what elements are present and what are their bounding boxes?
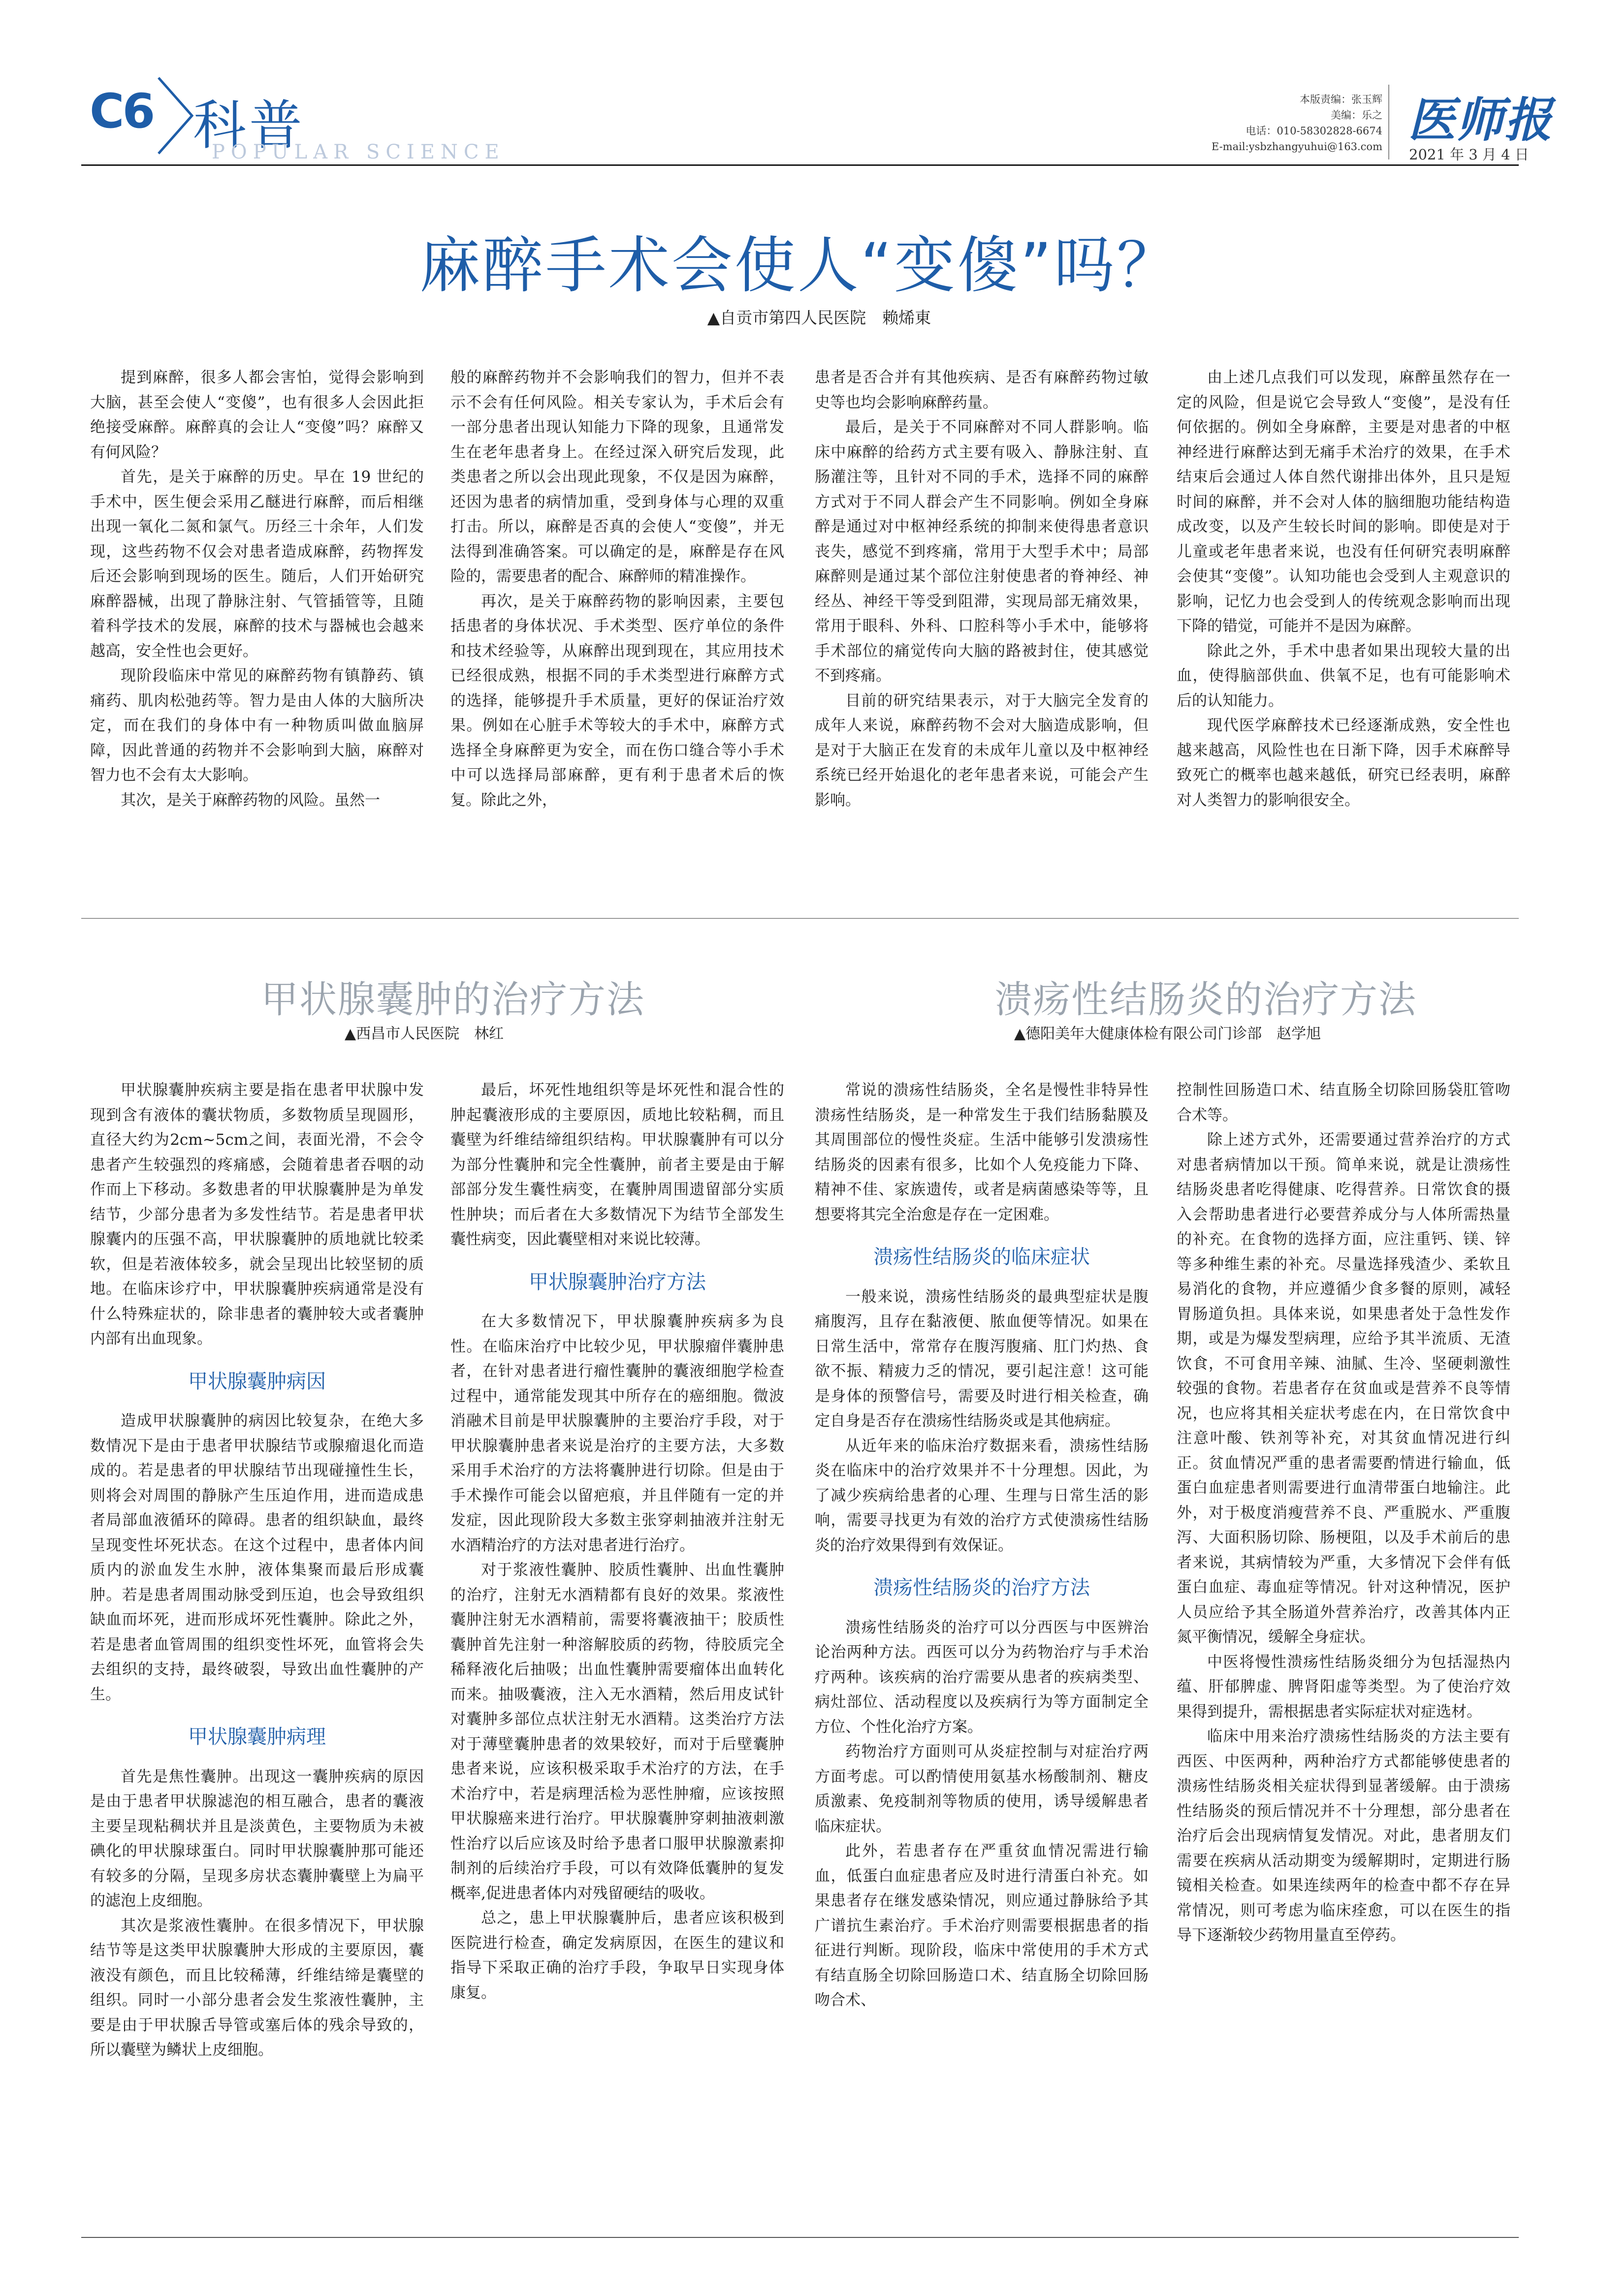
contact-email: E-mail:ysbzhangyuhui@163.com — [1211, 141, 1382, 153]
paragraph: 造成甲状腺囊肿的病因比较复杂，在绝大多数情况下是由于患者甲状腺结节或腺瘤退化而造成的。若是患者的甲状腺结节出现碰撞性生长，则将会对周围的静脉产生压迫作用，进而造成患者局部血液循环的障碍。患者的组织缺血，最终呈现变性坏死状态。在这个过程中，患者体内间质内的淤血发生水肿，液体集聚而最后形成囊肿。若是患者周围动脉受到压迫，也会导致组织缺血而坏死，进而形成坏死性囊肿。除此之外，若是患者血管周围的组织变性坏死，血管将会失去组织的支持，最终破裂，导致出血性囊肿的产生。 — [90, 1412, 424, 1703]
article2-title: 甲状腺囊肿的治疗方法 — [261, 977, 645, 1021]
paragraph: 首先是焦性囊肿。出现这一囊肿疾病的原因是由于患者甲状腺滤泡的相互融合，患者的囊液主要呈现粘稠状并且是淡黄色，主要物质为未被碘化的甲状腺球蛋白。同时甲状腺囊肿那可能还有较多的分隔，呈现多房状态囊肿囊壁上为扁平的滤泡上皮细胞。 — [90, 1767, 424, 1910]
paragraph: 现阶段临床中常见的麻醉药物有镇静药、镇痛药、肌肉松弛药等。智力是由人体的大脑所决定，而在我们的身体中有一种物质叫做血脑屏障，因此普通的药物并不会影响到大脑，麻醉对智力也不会有太大影响。 — [90, 667, 424, 784]
paragraph: 药物治疗方面则可从炎症控制与对症治疗两方面考虑。可以酌情使用氨基水杨酸制剂、糖皮质激素、免疫制剂等物质的使用，诱导缓解患者临床症状。 — [815, 1743, 1149, 1835]
article1-column-3 — [815, 365, 1149, 813]
paragraph: 溃疡性结肠炎的治疗可以分西医与中医辨治论治两种方法。西医可以分为药物治疗与手术治疗两种。该疾病的治疗需要从患者的疾病类型、病灶部位、活动程度以及疾病行为等方面制定全方位、个性化治疗方案。 — [815, 1618, 1149, 1736]
paragraph: 一般来说，溃疡性结肠炎的最典型症状是腹痛腹泻，且存在黏液便、脓血便等情况。如果在日常生活中，常常存在腹泻腹痛、肛门灼热、食欲不振、精疲力乏的情况，要引起注意！这可能是身体的预警信号，需要及时进行相关检查，确定自身是否存在溃疡性结肠炎或是其他病症。 — [815, 1288, 1149, 1430]
article2-column-2 — [450, 1078, 784, 2005]
paragraph: 最后，是关于不同麻醉对不同人群影响。临床中麻醉的给药方式主要有吸入、静脉注射、直肠灌注等，且针对不同的手术，选择不同的麻醉方式对于不同人群会产生不同影响。例如全身麻醉是通过对中枢神经系统的抑制来使得患者意识丧失，感觉不到疼痛，常用于大型手术中；局部麻醉则是通过某个部位注射使患者的脊神经、神经丛、神经干等受到阻滞，实现局部无痛效果，常用于眼科、外科、口腔科等小手术中，能够将手术部位的痛觉传向大脑的路被封住，使其感觉不到疼痛。 — [815, 418, 1149, 685]
editor-info — [1212, 92, 1382, 155]
subheading: 甲状腺囊肿治疗方法 — [529, 1270, 706, 1293]
subheading: 甲状腺囊肿病因 — [188, 1370, 326, 1393]
paragraph: 从近年来的临床治疗数据来看，溃疡性结肠炎在临床中的治疗效果并不十分理想。因此，为了减少疾病给患者的心理、生理与日常生活的影响，需要寻找更为有效的治疗方式使溃疡性结肠炎的治疗效果得到有效保证。 — [815, 1437, 1149, 1554]
paragraph: 常说的溃疡性结肠炎，全名是慢性非特异性溃疡性结肠炎，是一种常发生于我们结肠黏膜及其周围部位的慢性炎症。生活中能够引发溃疡性结肠炎的因素有很多，比如个人免疫能力下降、精神不佳、家族遗传，或者是病菌感染等等，且想要将其完全治愈是存在一定困难。 — [815, 1081, 1149, 1224]
article1-author: ▲自贡市第四人民医院 赖烯東 — [707, 308, 931, 327]
paragraph: 其次，是关于麻醉药物的风险。虽然一 — [121, 791, 380, 809]
article3-title: 溃疡性结肠炎的治疗方法 — [994, 977, 1417, 1021]
paragraph: 提到麻醉，很多人都会害怕，觉得会影响到大脑，甚至会使人“变傻”，也有很多人会因此拒绝接受麻醉。麻醉真的会让人“变傻”吗？麻醉又有何风险？ — [90, 369, 424, 461]
paragraph: 由上述几点我们可以发现，麻醉虽然存在一定的风险，但是说它会导致人“变傻”，是没有任何依据的。例如全身麻醉，主要是对患者的中枢神经进行麻醉达到无痛手术治疗的效果，在手术结束后会通过人体自然代谢排出体外，且只是短时间的麻醉，并不会对人体的脑细胞功能结构造成改变，以及产生较长时间的影响。即使是对于儿童或老年患者来说，也没有任何研究表明麻醉会使其“变傻”。认知功能也会受到人主观意识的影响，记忆力也会受到人的传统观念影响而出现下降的错觉，可能并不是因为麻醉。 — [1177, 369, 1510, 635]
paragraph: 除上述方式外，还需要通过营养治疗的方式对患者病情加以干预。简单来说，就是让溃疡性结肠炎患者吃得健康、吃得营养。日常饮食的摄入会帮助患者进行必要营养成分与人体所需热量的补充。在食物的选择方面，应注重钙、镁、锌等多种维生素的补充。尽量选择残渣少、柔软且易消化的食物，并应遵循少食多餐的原则，减轻胃肠道负担。具体来说，如果患者处于急性发作期，或是为爆发型病理，应给予其半流质、无渣饮食，不可食用辛辣、油腻、生冷、坚硬刺激性较强的食物。若患者存在贫血或是营养不良等情况，也应将其相关症状考虑在内，在日常饮食中注意叶酸、铁剂等补充，对其贫血情况进行纠正。贫血情况严重的患者需要酌情进行输血，低蛋白血症患者则需要进行血清带蛋白地输注。此外，对于极度消瘦营养不良、严重脱水、严重腹泻、大面积肠切除、肠梗阻，以及手术前后的患者来说，其病情较为严重，大多情况下会伴有低蛋白血症、毒血症等情况。针对这种情况，医护人员应给予其全肠道外营养治疗，改善其体内正氮平衡情况，缓解全身症状。 — [1177, 1131, 1510, 1646]
paragraph: 患者是否合并有其他疾病、是否有麻醉药物过敏史等也均会影响麻醉药量。 — [815, 369, 1149, 411]
article1-column-4 — [1177, 365, 1510, 813]
editor-name: 本版责编：张玉辉 — [1300, 94, 1382, 105]
contact-phone: 电话：010-58302828-6674 — [1246, 125, 1382, 137]
paragraph: 中医将慢性溃疡性结肠炎细分为包括湿热内蕴、肝郁脾虚、脾肾阳虚等类型。为了使治疗效果得到提升，需根据患者实际症状对症选材。 — [1177, 1653, 1510, 1721]
section-title: 科普 — [193, 95, 306, 157]
paragraph: 临床中用来治疗溃疡性结肠炎的方法主要有西医、中医两种，两种治疗方式都能够使患者的溃疡性结肠炎相关症状得到显著缓解。由于溃疡性结肠炎的预后情况并不十分理想，部分患者在治疗后会出现病情复发情况。对此，患者朋友们需要在疾病从活动期变为缓解期时，定期进行肠镜相关检查。如果连续两年的检查中都不存在异常情况，则可考虑为临床痊愈，可以在医生的指导下逐渐较少药物用量直至停药。 — [1177, 1728, 1510, 1944]
newspaper-logo: 医师报 — [1408, 92, 1553, 148]
paragraph: 其次是浆液性囊肿。在很多情况下，甲状腺结节等是这类甲状腺囊肿大形成的主要原因，囊液没有颜色，而且比较稀薄，纤维结缔是囊壁的组织。同时一小部分患者会发生浆液性囊肿，主要是由于甲状腺舌导管或塞后体的残余导致的，所以囊壁为鳞状上皮细胞。 — [90, 1917, 424, 2059]
paragraph: 目前的研究结果表示，对于大脑完全发育的成年人来说，麻醉药物不会对大脑造成影响，但是对于大脑正在发育的未成年儿童以及中枢神经系统已经开始退化的老年患者来说，可能会产生影响。 — [815, 692, 1149, 809]
paragraph: 控制性回肠造口术、结直肠全切除回肠袋肛管吻合术等。 — [1177, 1081, 1510, 1124]
footer-rule — [81, 2237, 1519, 2238]
article1-column-2 — [450, 365, 784, 813]
section-divider — [81, 918, 1519, 919]
article3-column-1 — [815, 1078, 1149, 2013]
publication-date: 2021 年 3 月 4 日 — [1409, 146, 1529, 163]
paragraph: 现代医学麻醉技术已经逐渐成熟，安全性也越来越高，风险性也在日渐下降，因手术麻醉导致死亡的概率也越来越低，研究已经表明，麻醉对人类智力的影响很安全。 — [1177, 717, 1510, 809]
paragraph: 最后，坏死性地组织等是坏死性和混合性的肿起囊液形成的主要原因，质地比较粘稠，而且囊壁为纤维结缔组织结构。甲状腺囊肿有可以分为部分性囊肿和完全性囊肿，前者主要是由于解部部分发生囊性病变，在囊肿周围遗留部分实质性肿块；而后者在大多数情况下为结节全部发生囊性病变，因此囊壁相对来说比较薄。 — [450, 1081, 784, 1248]
paragraph: 总之，患上甲状腺囊肿后，患者应该积极到医院进行检查，确定发病原因，在医生的建议和指导下采取正确的治疗手段，争取早日实现身体康复。 — [450, 1909, 784, 2002]
subheading: 甲状腺囊肿病理 — [188, 1726, 326, 1748]
article2-author: ▲西昌市人民医院 林红 — [345, 1025, 504, 1042]
paragraph: 对于浆液性囊肿、胶质性囊肿、出血性囊肿的治疗，注射无水酒精都有良好的效果。浆液性囊肿注射无水酒精前，需要将囊液抽干；胶质性囊肿首先注射一种溶解胶质的药物，待胶质完全稀释液化后抽吸；出血性囊肿需要瘤体出血转化而来。抽吸囊液，注入无水酒精，然后用皮试针对囊肿多部位点状注射无水酒精。这类治疗方法对于薄壁囊肿患者的效果较好，而对于后壁囊肿患者来说，应该积极采取手术治疗的方法，在手术治疗中，若是病理活检为恶性肿瘤，应该按照甲状腺癌来进行治疗。甲状腺囊肿穿刺抽液刺激性治疗以后应该及时给予患者口服甲状腺激素抑制剂的后续治疗手段，可以有效降低囊肿的复发概率,促进患者体内对残留硬结的吸收。 — [450, 1561, 784, 1902]
paragraph: 般的麻醉药物并不会影响我们的智力，但并不表示不会有任何风险。相关专家认为，手术后会有一部分患者出现认知能力下降的现象，且通常发生在老年患者身上。在经过深入研究后发现，此类患者之所以会出现此现象，不仅是因为麻醉，还因为患者的病情加重，受到身体与心理的双重打击。所以，麻醉是否真的会使人“变傻”，并无法得到准确答案。可以确定的是，麻醉是存在风险的，需要患者的配合、麻醉师的精准操作。 — [450, 369, 784, 585]
article3-column-2 — [1177, 1078, 1510, 1948]
header-divider — [1388, 85, 1389, 159]
paragraph: 此外，若患者存在严重贫血情况需进行输血，低蛋白血症患者应及时进行清蛋白补充。如果患者存在继发感染情况，则应通过静脉给予其广谱抗生素治疗。手术治疗则需要根据患者的指征进行判断。现阶段，临床中常使用的手术方式有结直肠全切除回肠造口术、结直肠全切除回肠吻合术、 — [815, 1842, 1149, 2009]
section-subtitle: POPULAR SCIENCE — [212, 141, 505, 163]
article3-author: ▲德阳美年大健康体检有限公司门诊部 赵学旭 — [1014, 1025, 1321, 1042]
paragraph: 再次，是关于麻醉药物的影响因素，主要包括患者的身体状况、手术类型、医疗单位的条件和技术经验等，从麻醉出现到现在，其应用技术已经很成熟，根据不同的手术类型进行麻醉方式的选择，能够提升手术质量，更好的保证治疗效果。例如在心脏手术等较大的手术中，麻醉方式选择全身麻醉更为安全，而在伤口缝合等小手术中可以选择局部麻醉，更有利于患者术后的恢复。除此之外， — [450, 592, 784, 809]
chevron-right-icon — [153, 74, 197, 157]
page-number: C6 — [90, 84, 154, 139]
paragraph: 甲状腺囊肿疾病主要是指在患者甲状腺中发现到含有液体的囊状物质，多数物质呈现圆形，直径大约为2cm~5cm之间，表面光滑，不会令患者产生较强烈的疼痛感，会随着患者吞咽的动作而上下移动。多数患者的甲状腺囊肿是为单发结节，少部分患者为多发性结节。若是患者甲状腺囊内的压强不高，甲状腺囊肿的质地就比较柔软，但是若液体较多，就会呈现出比较坚韧的质地。在临床诊疗中，甲状腺囊肿疾病通常是没有什么特殊症状的，除非患者的囊肿较大或者囊肿内部有出血现象。 — [90, 1081, 424, 1348]
subheading: 溃疡性结肠炎的治疗方法 — [873, 1576, 1090, 1599]
header-rule — [81, 164, 1519, 166]
subheading: 溃疡性结肠炎的临床症状 — [873, 1246, 1090, 1268]
article1-title: 麻醉手术会使人“变傻”吗？ — [419, 230, 1180, 301]
paragraph: 除此之外，手术中患者如果出现较大量的出血，使得脑部供血、供氧不足，也有可能影响术后的认知能力。 — [1177, 642, 1510, 710]
designer-name: 美编：乐之 — [1331, 109, 1382, 121]
paragraph: 首先，是关于麻醉的历史。早在 19 世纪的手术中，医生便会采用乙醚进行麻醉，而后相继出现一氧化二氮和氯气。历经三十余年，人们发现，这些药物不仅会对患者造成麻醉，药物挥发后还会影响到现场的医生。随后，人们开始研究麻醉器械，出现了静脉注射、气管插管等，且随着科学技术的发展，麻醉的技术与器械也会越来越高，安全性也会更好。 — [90, 468, 424, 660]
article2-column-1 — [90, 1078, 424, 2063]
paragraph: 在大多数情况下，甲状腺囊肿疾病多为良性。在临床治疗中比较少见，甲状腺瘤伴囊肿患者，在针对患者进行瘤性囊肿的囊液细胞学检查过程中，通常能发现其中所存在的癌细胞。微波消融术目前是甲状腺囊肿的主要治疗手段，对于甲状腺囊肿患者来说是治疗的主要方法，大多数采用手术治疗的方法将囊肿进行切除。但是由于手术操作可能会以留疤痕，并且伴随有一定的并发症，因此现阶段大多数主张穿刺抽液并注射无水酒精治疗的方法对患者进行治疗。 — [450, 1313, 784, 1554]
article1-column-1 — [90, 365, 424, 813]
